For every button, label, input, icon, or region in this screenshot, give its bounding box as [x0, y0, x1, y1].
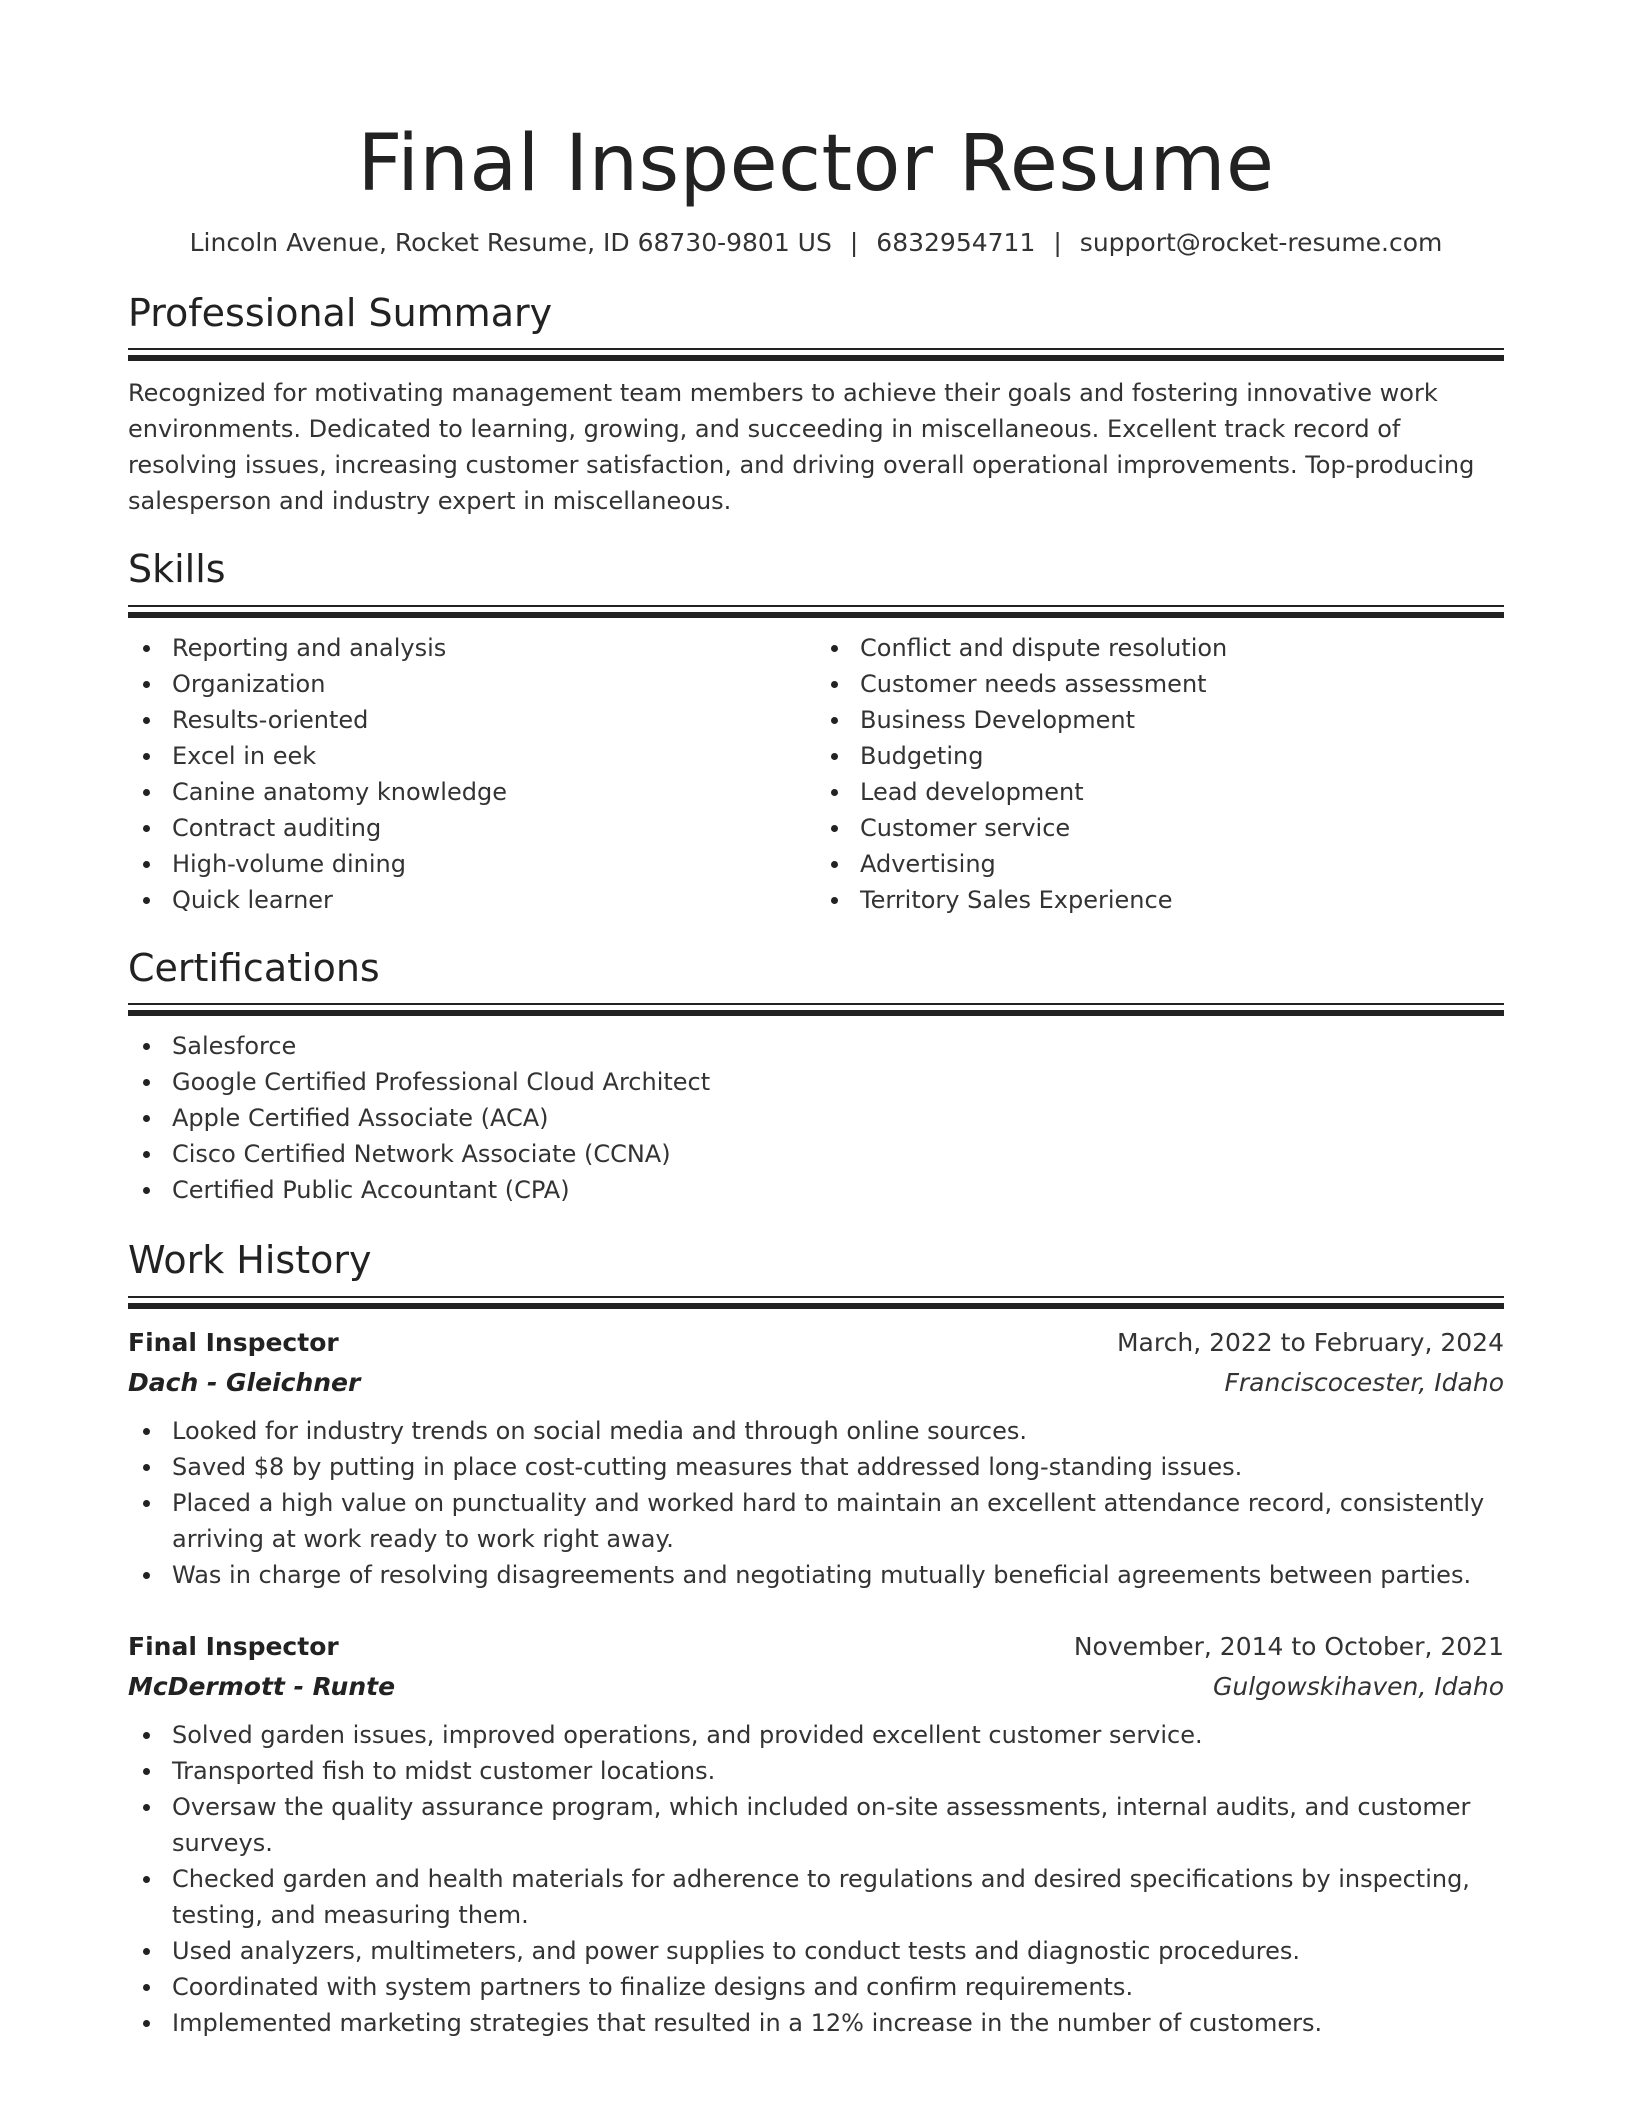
job-duty-item: Checked garden and health materials for adherence to regulations and desired specifications by inspecting, testing, and measuring them. [128, 1861, 1504, 1933]
section-divider [128, 605, 1504, 616]
job-header-row [128, 1323, 1504, 1363]
skill-item: Customer service [816, 810, 1504, 846]
skill-item: Canine anatomy knowledge [128, 774, 816, 810]
job-duty-item: Was in charge of resolving disagreements and negotiating mutually beneficial agreements between parties. [128, 1557, 1504, 1593]
skill-item: Business Development [816, 702, 1504, 738]
skill-item: Quick learner [128, 882, 816, 918]
skills-list-right [816, 630, 1504, 918]
skill-item: Lead development [816, 774, 1504, 810]
contact-phone: 6832954711 [876, 227, 1036, 257]
job-duties-list [128, 1413, 1504, 1593]
skill-item: Advertising [816, 846, 1504, 882]
job-duty-item: Coordinated with system partners to finalize designs and confirm requirements. [128, 1969, 1504, 2005]
section-divider [128, 1296, 1504, 1307]
job-company: McDermott - Runte [128, 1672, 396, 1702]
job-location: Gulgowskihaven, Idaho [1212, 1672, 1504, 1702]
job-company: Dach - Gleichner [128, 1368, 361, 1398]
job-location: Franciscocester, Idaho [1224, 1368, 1504, 1398]
job-header-row [128, 1627, 1504, 1667]
job-duty-item: Looked for industry trends on social media and through online sources. [128, 1413, 1504, 1449]
skills-grid [128, 616, 1504, 918]
skill-item: Territory Sales Experience [816, 882, 1504, 918]
section-heading-summary: Professional Summary [128, 290, 553, 335]
job-duty-item: Solved garden issues, improved operations, and provided excellent customer service. [128, 1717, 1504, 1753]
skills-section [128, 547, 1504, 918]
job-title: Final Inspector [128, 1328, 339, 1358]
certification-item: Certified Public Accountant (CPA) [128, 1172, 1504, 1208]
certification-item: Apple Certified Associate (ACA) [128, 1100, 1504, 1136]
section-heading-skills: Skills [128, 547, 226, 592]
skill-item: Results-oriented [128, 702, 816, 738]
section-heading-work-history: Work History [128, 1238, 372, 1283]
job-dates: March, 2022 to February, 2024 [1116, 1328, 1504, 1358]
work-history-section [128, 1238, 1504, 2041]
skills-list-left [128, 630, 816, 918]
job-duty-item: Oversaw the quality assurance program, which included on-site assessments, internal audits, and customer surveys. [128, 1789, 1504, 1861]
skill-item: Budgeting [816, 738, 1504, 774]
contact-separator: | [1053, 227, 1062, 257]
skill-item: High-volume dining [128, 846, 816, 882]
job-duty-item: Saved $8 by putting in place cost-cutting measures that addressed long-standing issues. [128, 1449, 1504, 1485]
contact-line [128, 228, 1504, 257]
skill-item: Customer needs assessment [816, 666, 1504, 702]
skill-item: Excel in eek [128, 738, 816, 774]
certifications-list [128, 1028, 1504, 1208]
certification-item: Salesforce [128, 1028, 1504, 1064]
job-duty-item: Used analyzers, multimeters, and power supplies to conduct tests and diagnostic procedures. [128, 1933, 1504, 1969]
skill-item: Contract auditing [128, 810, 816, 846]
job-entry [128, 1627, 1504, 2041]
section-heading-certifications: Certifications [128, 945, 380, 990]
summary-section [128, 291, 1504, 520]
job-duty-item: Transported fish to midst customer locations. [128, 1753, 1504, 1789]
certifications-section [128, 946, 1504, 1209]
certification-item: Google Certified Professional Cloud Architect [128, 1064, 1504, 1100]
summary-text: Recognized for motivating management team members to achieve their goals and fostering innovative work environments. Dedicated to learning, growing, and succeeding in miscellaneous. Excellent track record of resolving issues, increasing customer satisfaction, and driving overall operational improvements. Top-producing salesperson and industry expert in miscellaneous. [128, 379, 1475, 516]
job-duty-item: Placed a high value on punctuality and worked hard to maintain an excellent attendance record, consistently arriving at work ready to work right away. [128, 1485, 1504, 1557]
job-company-row [128, 1363, 1504, 1403]
contact-separator: | [849, 227, 859, 257]
section-divider [128, 348, 1504, 359]
skill-item: Conflict and dispute resolution [816, 630, 1504, 666]
resume-title: Final Inspector Resume [357, 119, 1275, 209]
contact-address: Lincoln Avenue, Rocket Resume, ID 68730-9801 US [189, 227, 832, 257]
skill-item: Reporting and analysis [128, 630, 816, 666]
job-dates: November, 2014 to October, 2021 [1073, 1632, 1504, 1662]
job-duties-list [128, 1717, 1504, 2041]
contact-email: support@rocket-resume.com [1079, 227, 1443, 257]
job-duty-item: Implemented marketing strategies that resulted in a 12% increase in the number of customers. [128, 2005, 1504, 2041]
job-entry [128, 1323, 1504, 1593]
certification-item: Cisco Certified Network Associate (CCNA) [128, 1136, 1504, 1172]
job-title: Final Inspector [128, 1632, 339, 1662]
section-divider [128, 1003, 1504, 1014]
skill-item: Organization [128, 666, 816, 702]
job-company-row [128, 1667, 1504, 1707]
